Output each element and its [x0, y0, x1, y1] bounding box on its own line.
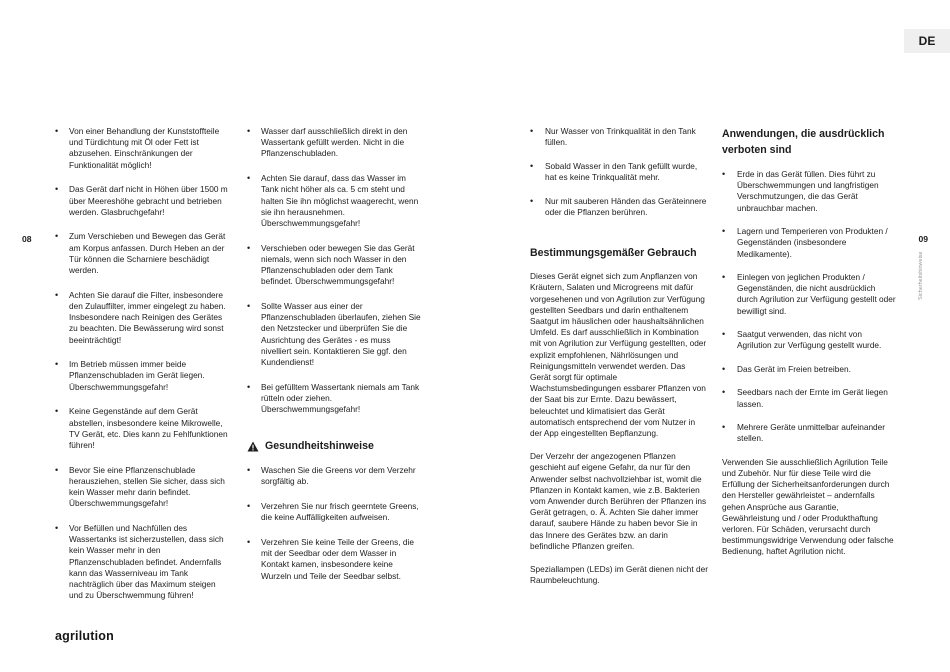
language-tab: DE [904, 29, 950, 53]
column-2 [247, 126, 421, 595]
paragraph: Dieses Gerät eignet sich zum Anpflanzen von Kräutern, Salaten und Microgreens mit dafür vorgesehenen und von Agrilution zur Verfügung gestellten Seedbars und darin enthaltenem Saatgut im häuslichen oder haushaltsähnlichen Umfeld. Es darf ausschließlich in Kombination mit von Agrilution zur Verfügung gestellten, oder explizit empfohlenen, Nährlösungen und Reinigungsmitteln verwendet werden. Das Gerät sorgt für optimale Wachstumsbedingungen essbarer Pflanzen von der Saat bis zur Ernte. Dazu bewässert, beleuchtet und klimatisiert das Gerät automatisch entsprechend der vom Nutzer in der App eingestellten Bepflanzung. [530, 271, 707, 439]
paragraph: Verwenden Sie ausschließlich Agrilution Teile und Zubehör. Nur für diese Teile wird die Erfüllung der Sicherheitsanforderungen durch den Hersteller gewährleistet – andernfalls gehen Ansprüche aus Garantie, Gewährleistung und / oder Produkthaftung verloren. Für Schäden, verursacht durch bestimmungswidrige Verwendung oder falsche Bedienung, haftet Agrilution nicht. [722, 456, 894, 557]
list-item: • Sollte Wasser aus einer der Pflanzenschubladen überlaufen, ziehen Sie den Netzstecker und überprüfen Sie die Ausrichtung des Gerätes - es muss nivelliert sein. Kontaktieren Sie ggf. den Kundendienst! [247, 301, 421, 368]
list-item: • Nur mit sauberen Händen das Geräteinnere oder die Pflanzen berühren. [530, 196, 708, 218]
water-list [530, 126, 708, 218]
list-item: • Zum Verschieben und Bewegen das Gerät am Korpus anfassen. Durch Heben an der Tür können die Scharniere beschädigt werden. [55, 231, 230, 276]
paragraph: Speziallampen (LEDs) im Gerät dienen nicht der Raumbeleuchtung. [530, 564, 709, 586]
safety-list-1 [55, 126, 230, 601]
page-number-left: 08 [22, 234, 32, 244]
safety-list-2 [247, 126, 421, 415]
list-item: • Bevor Sie eine Pflanzenschublade herausziehen, stellen Sie sicher, dass sich kein Wasser mehr darin befindet. Überschwemmungsgefahr! [55, 465, 230, 510]
list-item: • Saatgut verwenden, das nicht von Agrilution zur Verfügung gestellt wurde. [722, 329, 897, 351]
list-item: • Im Betrieb müssen immer beide Pflanzenschubladen im Gerät liegen. Überschwemmungsgefahr! [55, 359, 230, 393]
paragraph: Der Verzehr der angezogenen Pflanzen geschieht auf eigene Gefahr, da nur für den Anwender selbst nachvollziehbar ist, womit die Pflanzen in Kontakt kamen, wie z.B. Bakterien vom Anwender durch Berühren der Pflanzen ins Gerät getragen, o. Ä. Achten Sie daher immer darauf, saubere Hände zu haben bevor Sie in das Innere des Gerätes bzw. an darin befindliche Pflanzen greifen. [530, 451, 707, 551]
health-heading [247, 438, 421, 454]
brand-logo: agrilution [55, 629, 114, 643]
side-section-label: Sicherheitshinweise [918, 251, 924, 300]
list-item: • Wasser darf ausschließlich direkt in den Wassertank gefüllt werden. Nicht in die Pflanzenschubladen. [247, 126, 421, 160]
page-number-right: 09 [918, 234, 928, 244]
warning-icon [247, 441, 259, 452]
health-title: Gesundheitshinweise [265, 440, 374, 453]
list-item: • Bei gefülltem Wassertank niemals am Tank rütteln oder ziehen. Überschwemmungsgefahr! [247, 382, 421, 416]
list-item: • Verzehren Sie keine Teile der Greens, die mit der Seedbar oder dem Wasser in Kontakt kamen, insbesondere keine Wurzeln und Teile der Seedbar selbst. [247, 537, 421, 582]
list-item: • Achten Sie darauf die Filter, insbesondere den Zulauffilter, immer eingelegt zu haben. Insbesondere nach Reinigen des Gerätes zu beachten. Die Bewässerung wird sonst beeinträchtigt! [55, 290, 230, 346]
list-item: • Verschieben oder bewegen Sie das Gerät niemals, wenn sich noch Wasser in den Pflanzenschubladen oder dem Tank befindet. Überschwemmungsgefahr! [247, 243, 421, 288]
list-item: • Keine Gegenstände auf dem Gerät abstellen, insbesondere keine Mikrowelle, TV Gerät, etc. Dies kann zu Fehlfunktionen führen! [55, 406, 230, 451]
column-3 [530, 126, 708, 599]
list-item: • Nur Wasser von Trinkqualität in den Tank füllen. [530, 126, 708, 148]
list-item: • Das Gerät darf nicht in Höhen über 1500 m über Meereshöhe gebracht und betrieben werden. Glasbruchgefahr! [55, 184, 230, 218]
list-item: • Lagern und Temperieren von Produkten / Gegenständen (insbesondere Medikamente). [722, 226, 897, 260]
list-item: • Mehrere Geräte unmittelbar aufeinander stellen. [722, 422, 897, 444]
intended-use-title: Bestimmungsgemäßer Gebrauch [530, 247, 697, 260]
list-item: • Einlegen von jeglichen Produkten / Gegenständen, die nicht ausdrücklich durch Agrilution zur Verfügung gestellt oder bewilligt sind. [722, 272, 897, 317]
column-4 [722, 126, 897, 570]
list-item: • Achten Sie darauf, dass das Wasser im Tank nicht höher als ca. 5 cm steht und halten Sie ihn möglichst waagerecht, wenn sie ihn herausnehmen. Überschwemmungsgefahr! [247, 173, 421, 229]
health-list [247, 465, 421, 582]
list-item: • Das Gerät im Freien betreiben. [722, 364, 897, 375]
list-item: • Sobald Wasser in den Tank gefüllt wurde, hat es keine Trinkqualität mehr. [530, 161, 708, 183]
list-item: • Seedbars nach der Ernte im Gerät liegen lassen. [722, 387, 897, 409]
column-1 [55, 126, 230, 615]
list-item: • Von einer Behandlung der Kunststoffteile und Türdichtung mit Öl oder Fett ist abzusehen. Einschränkungen der Funktionalität möglich! [55, 126, 230, 171]
forbidden-list [722, 169, 897, 444]
list-item: • Vor Befüllen und Nachfüllen des Wassertanks ist sicherzustellen, dass sich kein Wasser mehr in den Pflanzenschubladen befindet. Andernfalls kann das Wasserniveau im Tank nachträglich über das Maximum steigen und zu Überschwemmung führen! [55, 523, 230, 601]
forbidden-use-title: Anwendungen, die ausdrücklich verboten sind [722, 128, 885, 156]
list-item: • Erde in das Gerät füllen. Dies führt zu Überschwemmungen und langfristigen Verschmutzungen, die das Gerät unbrauchbar machen. [722, 169, 897, 214]
list-item: • Verzehren Sie nur frisch geerntete Greens, die keine Auffälligkeiten aufweisen. [247, 501, 421, 523]
list-item: • Waschen Sie die Greens vor dem Verzehr sorgfältig ab. [247, 465, 421, 487]
